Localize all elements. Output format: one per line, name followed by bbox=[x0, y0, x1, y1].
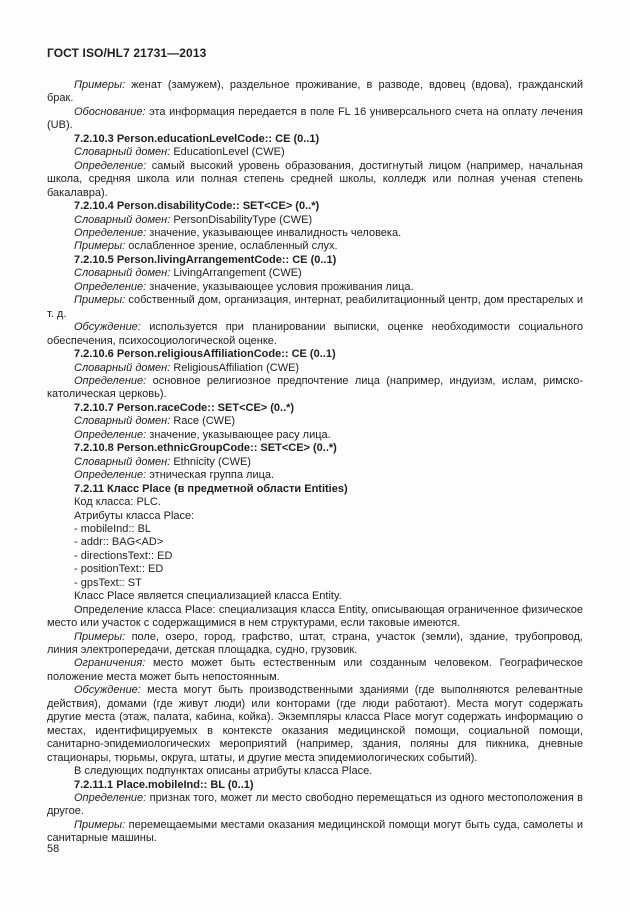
paragraph-label: Словарный домен: bbox=[74, 267, 174, 280]
paragraph: Код класса: PLC. bbox=[74, 496, 161, 509]
paragraph: Класс Place является специализацией класса Entity. bbox=[74, 590, 342, 603]
paragraph-label: Примеры: bbox=[74, 630, 132, 643]
paragraph-label: Словарный домен: bbox=[74, 415, 174, 428]
paragraph: Словарный домен: Ethnicity (CWE) bbox=[74, 455, 251, 468]
paragraph: Обоснование: эта информация передается в поле FL 16 универсального счета на оплату лечения (UB). bbox=[47, 105, 583, 132]
section-heading: 7.2.10.4 Person.disabilityCode:: SET<CE> (0..*) bbox=[74, 200, 320, 213]
paragraph-label: Обсуждение: bbox=[74, 684, 148, 697]
document-body bbox=[47, 79, 583, 846]
paragraph-label: Примеры: bbox=[74, 294, 129, 307]
section-heading: 7.2.11.1 Place.mobileInd:: BL (0..1) bbox=[74, 778, 254, 791]
paragraph-label: Определение: bbox=[74, 159, 152, 172]
paragraph-label: Определение: bbox=[74, 226, 150, 239]
paragraph: Определение: значение, указывающее расу лица. bbox=[74, 428, 331, 441]
paragraph: Определение: основное религиозное предпочтение лица (например, индуизм, ислам, римско-католическая церковь). bbox=[47, 374, 584, 401]
paragraph: Словарный домен: LivingArrangement (CWE) bbox=[74, 267, 302, 280]
paragraph: Атрибуты класса Place: bbox=[74, 509, 195, 522]
paragraph-label: Определение: bbox=[74, 428, 150, 441]
paragraph-label: Обоснование: bbox=[74, 105, 150, 118]
paragraph-label: Примеры: bbox=[74, 79, 132, 91]
paragraph-label: Обсуждение: bbox=[74, 321, 150, 334]
paragraph: В следующих подпунктах описаны атрибуты класса Place. bbox=[74, 765, 373, 778]
paragraph: Словарный домен: ReligiousAffiliation (CWE) bbox=[74, 361, 300, 374]
paragraph-label: Примеры: bbox=[74, 818, 129, 831]
section-heading: 7.2.10.3 Person.educationLevelCode:: CE (0..1) bbox=[74, 132, 320, 145]
paragraph: Примеры: поле, озеро, город, графство, штат, страна, участок (земли), здание, трубопровод, линия электропередачи, детская площадка, судно, грузовик. bbox=[47, 630, 583, 657]
paragraph: Определение: признак того, может ли место свободно перемещаться из одного местоположения в другое. bbox=[47, 792, 583, 818]
paragraph-label: Определение: bbox=[74, 469, 150, 482]
document-header-standard-number: ГОСТ ISO/HL7 21731—2013 bbox=[47, 46, 207, 60]
paragraph-label: Словарный домен: bbox=[74, 213, 174, 226]
paragraph: Обсуждение: используется при планировании выписки, оценке необходимости социального обеспечения, психосоциологической оценке. bbox=[47, 321, 583, 347]
section-heading: 7.2.11 Класс Place (в предметной области Entities) bbox=[74, 482, 348, 495]
paragraph: Определение: самый высокий уровень образования, достигнутый лицом (например, начальная школа, средняя школа или полная степень средней школы, колледж или полная ученая степень бакалавра). bbox=[47, 159, 583, 199]
section-heading: 7.2.10.5 Person.livingArrangementCode:: CE (0..1) bbox=[74, 253, 337, 266]
section-heading: 7.2.10.7 Person.raceCode:: SET<CE> (0..*) bbox=[74, 401, 295, 414]
paragraph-label: Определение: bbox=[74, 280, 150, 293]
paragraph: Обсуждение: места могут быть производственными зданиями (где выполняются релевантные действия), домами (где живут люди) или конторами (где люди работают). Места могут содержать другие места (этаж, палата, кабина, койка). Экземпляры класса Place могут содержать информацию о местах, идентифицируемых в контексте оказания медицинской помощи, социальной помощи, санитарно-эпидемиологических мероприятий (например, здания, поляны для пикника, дневные стационары, тюрьмы, округа, штаты, и другие места эпидемиологических событий). bbox=[47, 684, 583, 764]
paragraph: Примеры: женат (замужем), раздельное проживание, в разводе, вдовец (вдова), гражданский брак. bbox=[47, 79, 583, 105]
paragraph-label: Словарный домен: bbox=[74, 455, 174, 468]
attribute-line: - directionsText:: ED bbox=[74, 549, 173, 562]
attribute-line: - mobileInd:: BL bbox=[74, 522, 152, 535]
paragraph-label: Примеры: bbox=[74, 240, 129, 253]
paragraph-label: Определение: bbox=[74, 374, 153, 387]
paragraph: Определение: значение, указывающее условия проживания лица. bbox=[74, 280, 414, 293]
section-heading: 7.2.10.8 Person.ethnicGroupCode:: SET<CE> (0..*) bbox=[74, 442, 337, 455]
paragraph: Примеры: перемещаемыми местами оказания медицинской помощи могут быть суда, самолеты и санитарные машины. bbox=[47, 818, 583, 845]
paragraph: Словарный домен: Race (CWE) bbox=[74, 415, 236, 428]
paragraph: Словарный домен: PersonDisabilityType (CWE) bbox=[74, 213, 313, 226]
paragraph: Словарный домен: EducationLevel (CWE) bbox=[74, 146, 285, 159]
attribute-line: - addr:: BAG<AD> bbox=[74, 536, 164, 549]
paragraph-label: Словарный домен: bbox=[74, 361, 174, 374]
paragraph: Определение класса Place: специализация класса Entity, описывающая ограниченное физическое место или участок с содержащимися в нем структурами, если таковые имеются. bbox=[47, 603, 583, 630]
paragraph: Определение: этническая группа лица. bbox=[74, 469, 275, 482]
paragraph-label: Определение: bbox=[74, 792, 150, 805]
paragraph: Примеры: ослабленное зрение, ослабленный слух. bbox=[74, 240, 338, 253]
paragraph: Определение: значение, указывающее инвалидность человека. bbox=[74, 226, 402, 239]
attribute-line: - positionText:: ED bbox=[74, 563, 164, 576]
paragraph-label: Ограничения: bbox=[74, 657, 154, 670]
attribute-line: - gpsText:: ST bbox=[74, 576, 142, 589]
paragraph-label: Словарный домен: bbox=[74, 146, 174, 159]
paragraph: Ограничения: место может быть естественным или созданным человеком. Географическое положение места может быть непостоянным. bbox=[47, 657, 583, 683]
section-heading: 7.2.10.6 Person.religiousAffiliationCode:: CE (0..1) bbox=[74, 348, 336, 361]
paragraph: Примеры: собственный дом, организация, интернат, реабилитационный центр, дом престарелых и т. д. bbox=[47, 294, 583, 320]
page-number: 58 bbox=[47, 843, 60, 855]
